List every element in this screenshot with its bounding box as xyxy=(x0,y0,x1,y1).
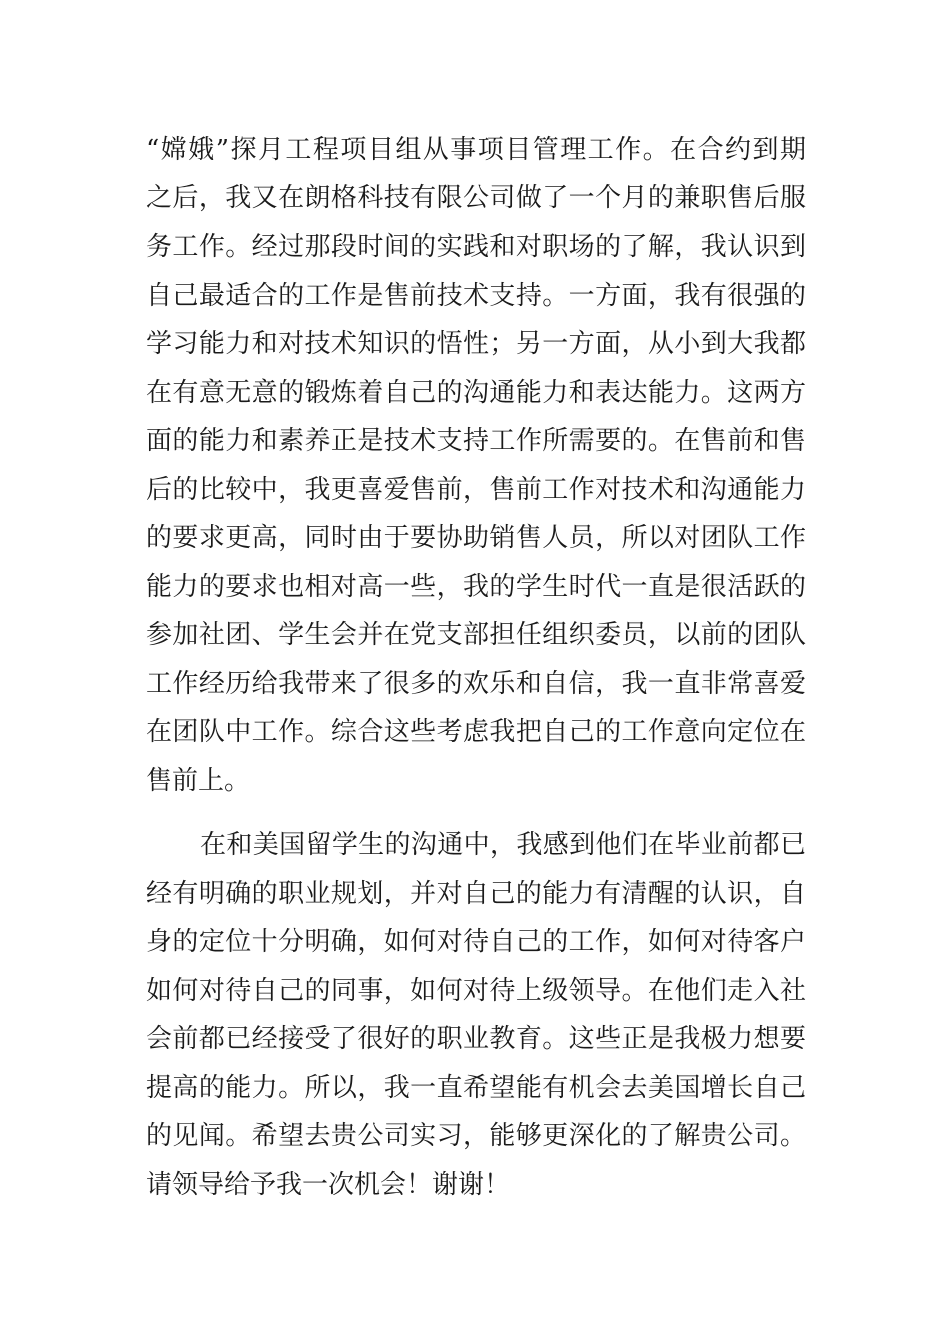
paragraph-1-line-3: 务工作。经过那段时间的实践和对职场的了解，我认识到 xyxy=(146,232,806,262)
paragraph-2-line-2: 经有明确的职业规划，并对自己的能力有清醒的认识，自 xyxy=(146,879,806,909)
paragraph-1-line-10: 能力的要求也相对高一些，我的学生时代一直是很活跃的 xyxy=(146,572,806,602)
paragraph-1-line-14: 售前上。 xyxy=(146,766,251,796)
paragraph-1-line-1: “嫦娥”探月工程项目组从事项目管理工作。在合约到期 xyxy=(146,135,806,165)
paragraph-1-line-11: 参加社团、学生会并在党支部担任组织委员，以前的团队 xyxy=(146,620,806,650)
paragraph-2-line-1: 在和美国留学生的沟通中，我感到他们在毕业前都已 xyxy=(200,830,806,860)
paragraph-2-line-4: 如何对待自己的同事，如何对待上级领导。在他们走入社 xyxy=(146,976,806,1006)
paragraph-1-line-4: 自己最适合的工作是售前技术支持。一方面，我有很强的 xyxy=(146,281,806,311)
paragraph-1-line-13: 在团队中工作。综合这些考虑我把自己的工作意向定位在 xyxy=(146,717,806,747)
paragraph-2-line-3: 身的定位十分明确，如何对待自己的工作，如何对待客户 xyxy=(146,927,806,957)
paragraph-2-line-6: 提高的能力。所以，我一直希望能有机会去美国增长自己 xyxy=(146,1073,806,1103)
paragraph-1-line-2: 之后，我又在朗格科技有限公司做了一个月的兼职售后服 xyxy=(146,183,806,213)
paragraph-1-line-6: 在有意无意的锻炼着自己的沟通能力和表达能力。这两方 xyxy=(146,378,806,408)
paragraph-1-line-5: 学习能力和对技术知识的悟性；另一方面，从小到大我都 xyxy=(146,329,806,359)
paragraph-2-line-7: 的见闻。希望去贵公司实习，能够更深化的了解贵公司。 xyxy=(146,1121,806,1151)
paragraph-1-line-12: 工作经历给我带来了很多的欢乐和自信，我一直非常喜爱 xyxy=(146,669,806,699)
paragraph-2-line-5: 会前都已经接受了很好的职业教育。这些正是我极力想要 xyxy=(146,1024,806,1054)
paragraph-2-line-8: 请领导给予我一次机会！谢谢！ xyxy=(146,1170,511,1200)
paragraph-1-line-7: 面的能力和素养正是技术支持工作所需要的。在售前和售 xyxy=(146,426,806,456)
paragraph-1-line-8: 后的比较中，我更喜爱售前，售前工作对技术和沟通能力 xyxy=(146,475,806,505)
paragraph-1-line-9: 的要求更高，同时由于要协助销售人员，所以对团队工作 xyxy=(146,523,806,553)
